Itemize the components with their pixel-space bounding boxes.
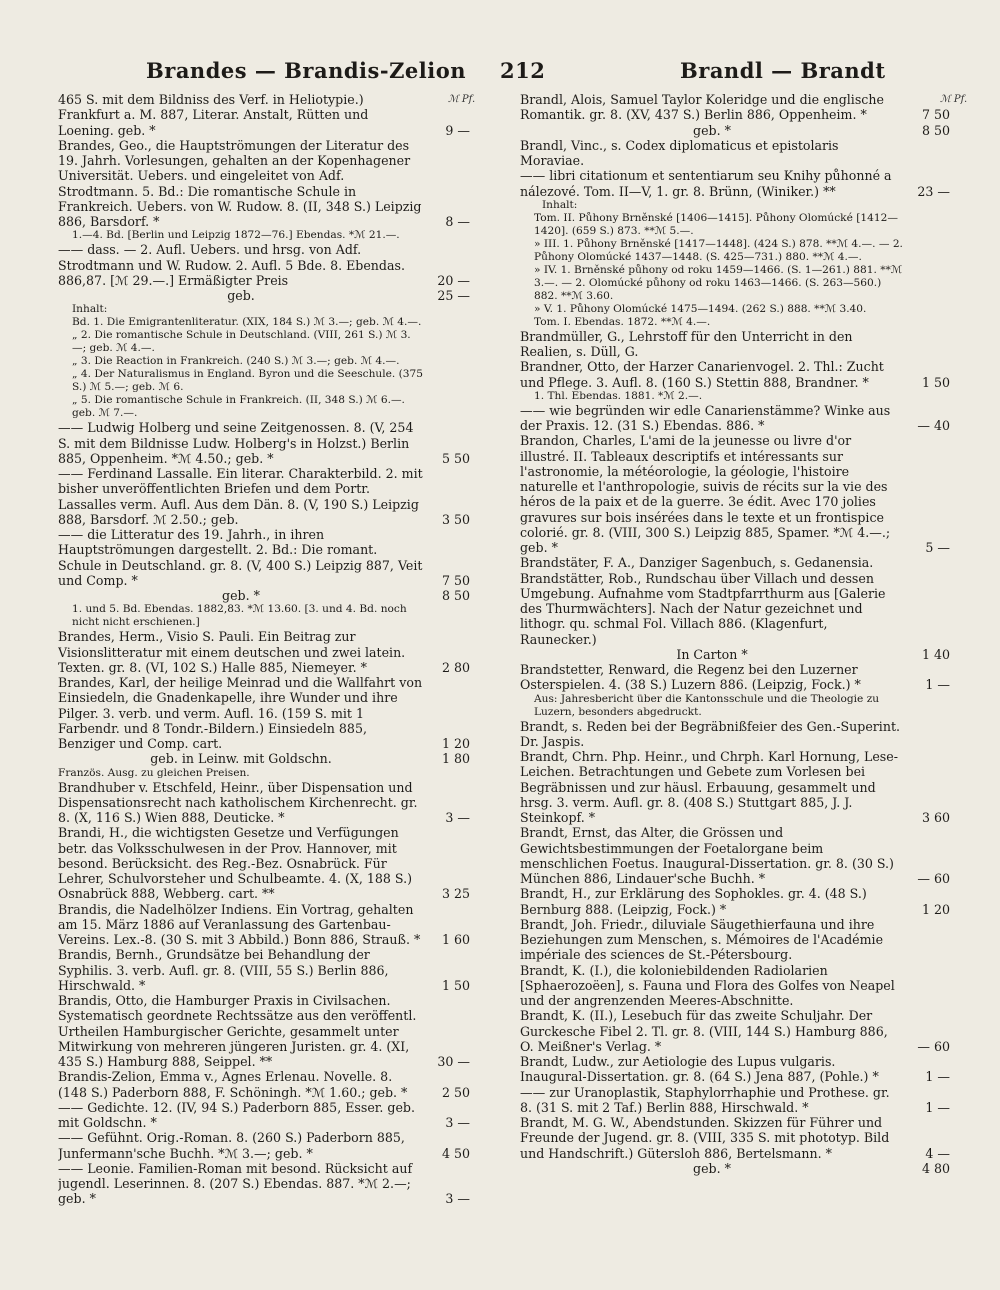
catalog-entry bbox=[58, 92, 470, 138]
entry-price: 3 25 bbox=[441, 886, 470, 902]
catalog-entry bbox=[520, 123, 950, 138]
entry-text: 1. Thl. Ebendas. 1881. *ℳ 2.—. bbox=[534, 389, 703, 402]
entry-text: geb. in Leinw. mit Goldschn. bbox=[150, 751, 332, 767]
entry-price: 1 60 bbox=[441, 932, 470, 947]
catalog-entry bbox=[520, 749, 950, 825]
entry-price: 1 40 bbox=[921, 646, 950, 662]
right-column bbox=[520, 92, 950, 1272]
entry-price: 1 20 bbox=[441, 736, 470, 751]
catalog-entry bbox=[520, 1115, 950, 1161]
entry-text: „ 4. Der Naturalismus in England. Byron und die Seeschule. (375 S.) ℳ 5.—; geb. ℳ 6. bbox=[72, 368, 423, 394]
catalog-entry bbox=[58, 825, 470, 901]
catalog-entry bbox=[58, 303, 470, 316]
entry-price: 7 50 bbox=[441, 572, 470, 588]
catalog-entry bbox=[58, 242, 470, 288]
catalog-entry bbox=[520, 403, 950, 434]
entry-text: Brandes, Karl, der heilige Meinrad und die Wallfahrt von Einsiedeln, die Gnadenkapelle, ihre Wunder und ihre Pilger. 3. verb. und verm. Aufl. 16. (159 S. mit 1 Farbendr. und 8 Tondr.-Bildern.) Einsiedeln 885, Benziger und Comp. cart. bbox=[58, 675, 423, 751]
entry-price: 1 50 bbox=[441, 977, 470, 993]
entry-text: 1. und 5. Bd. Ebendas. 1882,83. *ℳ 13.60. [3. und 4. Bd. noch nicht nicht erschienen.] bbox=[72, 603, 407, 629]
entry-price: 3 — bbox=[445, 1191, 470, 1207]
entry-price: 1 50 bbox=[921, 374, 950, 390]
entry-price: 8 50 bbox=[441, 588, 470, 603]
catalog-entry bbox=[520, 825, 950, 886]
entry-text: —— Gefühnt. Orig.-Roman. 8. (260 S.) Paderborn 885, Junfermann'sche Buchh. *ℳ 3.—; geb. * bbox=[58, 1130, 405, 1161]
catalog-entry bbox=[58, 629, 470, 675]
entry-text: Aus: Jahresbericht über die Kantonsschule und die Theologie zu Luzern, besonders abgedruckt. bbox=[534, 692, 880, 718]
catalog-entry bbox=[58, 675, 470, 751]
header-left-range: Brandes — Brandis-Zelion bbox=[146, 58, 466, 83]
entry-price: 8 50 bbox=[921, 122, 950, 138]
entry-text: —— dass. — 2. Aufl. Uebers. und hrsg. von Adf. Strodtmann und W. Rudow. 2. Aufl. 5 Bde. 8. Ebendas. 886,87. [ℳ 29.—.] Ermäßigter Preis bbox=[58, 242, 405, 288]
entry-text: Brandt, s. Reden bei der Begräbnißfeier des Gen.-Superint. Dr. Jaspis. bbox=[520, 718, 901, 749]
entry-text: 1.—4. Bd. [Berlin und Leipzig 1872—76.] Ebendas. *ℳ 21.—. bbox=[72, 229, 400, 242]
header-right-range: Brandl — Brandt bbox=[680, 58, 886, 83]
entry-price: 8 — bbox=[445, 214, 470, 229]
entry-price: 3 50 bbox=[441, 511, 470, 527]
entry-price: 5 50 bbox=[441, 450, 470, 466]
entry-text: —— wie begründen wir edle Canarienstämme? Winke aus der Praxis. 12. (31 S.) Ebendas. 886. * bbox=[520, 402, 891, 433]
entry-text: Brandes, Geo., die Hauptströmungen der Literatur des 19. Jahrh. Vorlesungen, gehalten an der Kopenhagener Universität. Uebers. und eingeleitet von Adf. Strodtmann. 5. Bd.: Die romantische Schule in Frankreich. Uebers. von W. Rudow. 8. (II, 348 S.) Leipzig 886, Barsdorf. * bbox=[58, 137, 422, 229]
catalog-entry bbox=[58, 420, 470, 466]
entry-text: Brandis, Bernh., Grundsätze bei Behandlung der Syphilis. 3. verb. Aufl. gr. 8. (VIII, 55 S.) Berlin 886, Hirschwald. * bbox=[58, 947, 389, 993]
entry-price: 7 50 bbox=[921, 107, 950, 123]
entry-text: —— Gedichte. 12. (IV, 94 S.) Paderborn 885, Esser. geb. mit Goldschn. * bbox=[58, 1099, 415, 1130]
entry-text: „ 3. Die Reaction in Frankreich. (240 S.) ℳ 3.—; geb. ℳ 4.—. bbox=[72, 355, 400, 368]
page-header bbox=[140, 58, 1000, 94]
entry-price: 4 50 bbox=[441, 1145, 470, 1161]
entry-text: geb. bbox=[227, 288, 255, 303]
catalog-entry bbox=[520, 316, 950, 329]
entry-price: 4 — bbox=[925, 1145, 950, 1161]
catalog-entry bbox=[58, 466, 470, 527]
catalog-entry bbox=[520, 555, 950, 570]
entry-text: Brandt, K. (II.), Lesebuch für das zweite Schuljahr. Der Gurckesche Fibel 2. Tl. gr. 8. (VIII, 144 S.) Hamburg 886, O. Meißner's Verlag. * bbox=[520, 1008, 888, 1054]
entry-text: Brandl, Alois, Samuel Taylor Koleridge und die englische Romantik. gr. 8. (XV, 437 S.) Berlin 886, Oppenheim. * bbox=[520, 92, 884, 123]
entry-price: 9 — bbox=[445, 122, 470, 138]
entry-price: 4 80 bbox=[921, 1160, 950, 1176]
entry-text: Brandstätter, Rob., Rundschau über Villach und dessen Umgebung. Aufnahme vom Stadtpfarrthurm aus [Galerie des Thurmwächters]. Nach der Natur gezeichnet und lithogr. qu. schmal Fol. Villach 886. (Klagenfurt, Raunecker.) bbox=[520, 570, 886, 647]
catalog-entry bbox=[520, 92, 950, 123]
entry-text: Brandes, Herm., Visio S. Pauli. Ein Beitrag zur Visionslitteratur mit einem deutschen und zwei latein. Texten. gr. 8. (VI, 102 S.) Halle 885, Niemeyer. * bbox=[58, 629, 406, 675]
entry-text: Französ. Ausg. zu gleichen Preisen. bbox=[58, 766, 250, 779]
entry-price: 3 — bbox=[445, 1115, 470, 1130]
entry-price: 1 — bbox=[925, 1069, 950, 1085]
entry-text: Brandt, Joh. Friedr., diluviale Säugethierfauna und ihre Beziehungen zum Menschen, s. Mémoires de l'Académie impériale des sciences de St.-Pétersbourg. bbox=[520, 916, 884, 963]
entry-text: —— zur Uranoplastik, Staphylorrhaphie und Prothese. gr. 8. (31 S. mit 2 Taf.) Berlin 888, Hirschwald. * bbox=[520, 1084, 890, 1115]
entry-price: 3 — bbox=[445, 810, 470, 825]
catalog-entry bbox=[520, 1008, 950, 1054]
entry-price: 1 20 bbox=[921, 901, 950, 917]
catalog-entry bbox=[520, 359, 950, 390]
entry-price: 1 — bbox=[925, 1099, 950, 1115]
catalog-entry bbox=[520, 138, 950, 169]
catalog-entry bbox=[58, 902, 470, 948]
catalog-entry bbox=[58, 947, 470, 993]
catalog-entry bbox=[58, 603, 470, 629]
left-column bbox=[58, 92, 470, 1272]
entry-text: Brandstäter, F. A., Danziger Sagenbuch, s. Gedanensia. bbox=[520, 555, 874, 571]
entry-text: Inhalt: bbox=[542, 198, 578, 211]
entry-price: 1 80 bbox=[441, 751, 470, 767]
catalog-entry bbox=[520, 329, 950, 360]
entry-text: Brandt, H., zur Erklärung des Sophokles. gr. 4. (48 S.) Bernburg 888. (Leipzig, Fock.) * bbox=[520, 886, 867, 917]
catalog-entry bbox=[58, 355, 470, 368]
entry-text: geb. * bbox=[693, 122, 731, 138]
entry-text: „ 5. Die romantische Schule in Frankreich. (II, 348 S.) ℳ 6.—. geb. ℳ 7.—. bbox=[72, 394, 405, 420]
catalog-entry bbox=[58, 229, 470, 242]
entry-text: geb. * bbox=[222, 588, 260, 603]
entry-text: Brandmüller, G., Lehrstoff für den Unterricht in den Realien, s. Düll, G. bbox=[520, 328, 853, 359]
entry-price: 23 — bbox=[917, 183, 950, 199]
catalog-entry bbox=[58, 329, 470, 355]
entry-price: 20 — bbox=[437, 272, 470, 288]
catalog-entry bbox=[58, 993, 470, 1069]
page-number: 212 bbox=[500, 58, 546, 83]
entry-price: — 60 bbox=[917, 1038, 950, 1054]
entry-text: —— die Litteratur des 19. Jahrh., in ihren Hauptströmungen dargestellt. 2. Bd.: Die romant. Schule in Deutschland. gr. 8. (V, 400 S.) Leipzig 887, Veit und Comp. * bbox=[58, 527, 423, 588]
price-unit-left: ℳ Pf. bbox=[448, 94, 476, 105]
catalog-entry bbox=[520, 212, 950, 238]
entry-text: Brandon, Charles, L'ami de la jeunesse ou livre d'or illustré. II. Tableaux descriptifs et intéressants sur l'astronomie, la météorologie, la géologie, l'histoire naturelle et l'anthropologie, suivis de récits sur la vie des héros de la paix et de la guerre. 3e édit. Avec 170 jolies gravures sur bois insérées dans le texte et un frontispice colorié. gr. 8. (VIII, 300 S.) Leipzig 885, Spamer. *ℳ 4.—.; geb. * bbox=[520, 433, 891, 555]
entry-price: 25 — bbox=[437, 288, 470, 303]
catalog-entry bbox=[520, 264, 950, 303]
entry-text: In Carton * bbox=[676, 646, 748, 662]
entry-text: Brandi, H., die wichtigsten Gesetze und Verfügungen betr. das Volksschulwesen in der Prov. Hannover, mit besond. Berücksicht. des Reg.-Bez. Osnabrück. Für Lehrer, Schulvorsteher und Schulbeamte. 4. (X, 188 S.) Osnabrück 888, Webberg. cart. ** bbox=[58, 825, 412, 902]
catalog-entry bbox=[58, 767, 470, 780]
entry-text: —— Ludwig Holberg und seine Zeitgenossen. 8. (V, 254 S. mit dem Bildnisse Ludw. Holberg's in Holzst.) Berlin 885, Oppenheim. *ℳ 4.50.; geb. * bbox=[58, 420, 414, 466]
catalog-entry bbox=[58, 527, 470, 588]
catalog-entry bbox=[520, 238, 950, 264]
catalog-entry bbox=[520, 303, 950, 316]
entry-price: 3 60 bbox=[921, 810, 950, 825]
entry-text: Inhalt: bbox=[72, 303, 108, 316]
catalog-entry bbox=[58, 1100, 470, 1131]
catalog-entry bbox=[58, 780, 470, 826]
entry-price: — 40 bbox=[917, 418, 950, 433]
catalog-entry bbox=[58, 1161, 470, 1207]
catalog-entry bbox=[520, 693, 950, 719]
entry-text: » III. 1. Půhony Brněnské [1417—1448]. (424 S.) 878. **ℳ 4.—. — 2. Půhony Olomúcké 1437—1448. (S. 425—731.) 880. **ℳ 4.—. bbox=[534, 237, 903, 263]
entry-price: — 60 bbox=[917, 871, 950, 886]
catalog-entry bbox=[58, 394, 470, 420]
entry-text: —— libri citationum et sententiarum seu Knihy půhonné a nálezové. Tom. II—V, 1. gr. 8. Brünn, (Winiker.) ** bbox=[520, 168, 892, 199]
entry-text: Tom. II. Půhony Brněnské [1406—1415]. Půhony Olomúcké [1412—1420]. (659 S.) 873. **ℳ 5.—. bbox=[534, 211, 898, 237]
catalog-entry bbox=[520, 199, 950, 212]
entry-text: Brandt, K. (I.), die koloniebildenden Radiolarien [Sphaerozoëen], s. Fauna und Flora des Golfes von Neapel und der angrenzenden Meeres-Abschnitte. bbox=[520, 962, 895, 1008]
catalog-entry bbox=[520, 390, 950, 403]
entry-text: —— Ferdinand Lassalle. Ein literar. Charakterbild. 2. mit bisher unveröffentlichten Briefen und dem Portr. Lassalles verm. Aufl. Aus dem Dän. 8. (V, 190 S.) Leipzig 888, Barsdorf. ℳ 2.50.; geb. bbox=[58, 466, 423, 527]
catalog-entry bbox=[520, 1085, 950, 1116]
catalog-entry bbox=[520, 1054, 950, 1085]
catalog-entry bbox=[520, 886, 950, 917]
entry-text: Bd. 1. Die Emigrantenliteratur. (XIX, 184 S.) ℳ 3.—; geb. ℳ 4.—. bbox=[72, 316, 422, 329]
entry-text: Brandt, Chrn. Php. Heinr., und Chrph. Karl Hornung, Lese-Leichen. Betrachtungen und Gebete zum Vorlesen bei Begräbnissen und zur häusl. Erbauung, gesammelt und hrsg. 3. verm. Aufl. gr. 8. (408 S.) Stuttgart 885, J. J. Steinkopf. * bbox=[520, 749, 898, 825]
catalog-entry bbox=[520, 963, 950, 1009]
catalog-entry bbox=[58, 288, 470, 303]
price-unit-right: ℳ Pf. bbox=[940, 94, 968, 105]
catalog-entry bbox=[520, 719, 950, 750]
entry-text: Brandl, Vinc., s. Codex diplomaticus et epistolaris Moraviae. bbox=[520, 137, 839, 168]
catalog-entry bbox=[58, 588, 470, 603]
entry-text: —— Leonie. Familien-Roman mit besond. Rücksicht auf jugendl. Leserinnen. 8. (207 S.) Ebendas. 887. *ℳ 2.—; geb. * bbox=[58, 1160, 413, 1207]
catalog-entry bbox=[58, 368, 470, 394]
catalog-entry bbox=[58, 316, 470, 329]
entry-text: » V. 1. Půhony Olomúcké 1475—1494. (262 S.) 888. **ℳ 3.40. bbox=[534, 302, 867, 315]
entry-text: Brandis, die Nadelhölzer Indiens. Ein Vortrag, gehalten am 15. März 1886 auf Veranlassung des Gartenbau-Vereins. Lex.-8. (30 S. mit 3 Abbild.) Bonn 886, Strauß. * bbox=[58, 901, 421, 947]
entry-price: 2 50 bbox=[441, 1084, 470, 1100]
entry-price: 1 — bbox=[925, 677, 950, 693]
catalog-entry bbox=[520, 917, 950, 963]
entry-text: » IV. 1. Brněnské půhony od roku 1459—1466. (S. 1—261.) 881. **ℳ 3.—. — 2. Olomúcké půhony od roku 1463—1466. (S. 263—560.) 882. **ℳ 3.60. bbox=[534, 263, 903, 302]
entry-text: Brandhuber v. Etschfeld, Heinr., über Dispensation und Dispensationsrecht nach katholischem Kirchenrecht. gr. 8. (X, 116 S.) Wien 888, Deuticke. * bbox=[58, 779, 418, 825]
entry-price: 2 80 bbox=[441, 659, 470, 675]
catalog-entry bbox=[520, 662, 950, 693]
entry-text: Brandt, Ernst, das Alter, die Grössen und Gewichtsbestimmungen der Foetalorgane beim menschlichen Foetus. Inaugural-Dissertation. gr. 8. (30 S.) München 886, Lindauer'sche Buchh. * bbox=[520, 825, 894, 886]
catalog-entry bbox=[520, 168, 950, 199]
entry-text: geb. * bbox=[693, 1160, 731, 1176]
entry-price: 30 — bbox=[437, 1054, 470, 1069]
catalog-entry bbox=[58, 1069, 470, 1100]
catalog-entry bbox=[520, 433, 950, 555]
entry-text: Brandt, M. G. W., Abendstunden. Skizzen für Führer und Freunde der Jugend. gr. 8. (VIII, 335 S. mit phototyp. Bild und Handschrift.) Gütersloh 886, Bertelsmann. * bbox=[520, 1115, 890, 1161]
entry-text: Brandstetter, Renward, die Regenz bei den Luzerner Osterspielen. 4. (38 S.) Luzern 886. (Leipzig, Fock.) * bbox=[520, 662, 861, 693]
catalog-entry bbox=[520, 647, 950, 662]
entry-text: Brandis, Otto, die Hamburger Praxis in Civilsachen. Systematisch geordnete Rechtssätze aus den veröffentl. Urtheilen Hamburgischer Gerichte, gesammelt unter Mitwirkung von mehreren jüngeren Juristen. gr. 4. (XI, 435 S.) Hamburg 888, Seippel. ** bbox=[58, 993, 417, 1069]
entry-text: Brandner, Otto, der Harzer Canarienvogel. 2. Thl.: Zucht und Pflege. 3. Aufl. 8. (160 S.) Stettin 888, Brandner. * bbox=[520, 359, 884, 390]
entry-price: 5 — bbox=[925, 540, 950, 555]
entry-text: Tom. I. Ebendas. 1872. **ℳ 4.—. bbox=[534, 315, 711, 328]
catalog-entry bbox=[520, 1161, 950, 1176]
entry-text: „ 2. Die romantische Schule in Deutschland. (VIII, 261 S.) ℳ 3.—; geb. ℳ 4.—. bbox=[72, 329, 411, 355]
catalog-entry bbox=[58, 138, 470, 230]
entry-text: Brandis-Zelion, Emma v., Agnes Erlenau. Novelle. 8. (148 S.) Paderborn 888, F. Schöningh. *ℳ 1.60.; geb. * bbox=[58, 1069, 408, 1100]
entry-text: 465 S. mit dem Bildniss des Verf. in Heliotypie.) Frankfurt a. M. 887, Literar. Anstalt, Rütten und Loening. geb. * bbox=[58, 92, 369, 138]
catalog-entry bbox=[58, 751, 470, 766]
catalog-entry bbox=[58, 1130, 470, 1161]
entry-text: Brandt, Ludw., zur Aetiologie des Lupus vulgaris. Inaugural-Dissertation. gr. 8. (64 S.) Jena 887, (Pohle.) * bbox=[520, 1054, 879, 1085]
catalog-entry bbox=[520, 571, 950, 647]
